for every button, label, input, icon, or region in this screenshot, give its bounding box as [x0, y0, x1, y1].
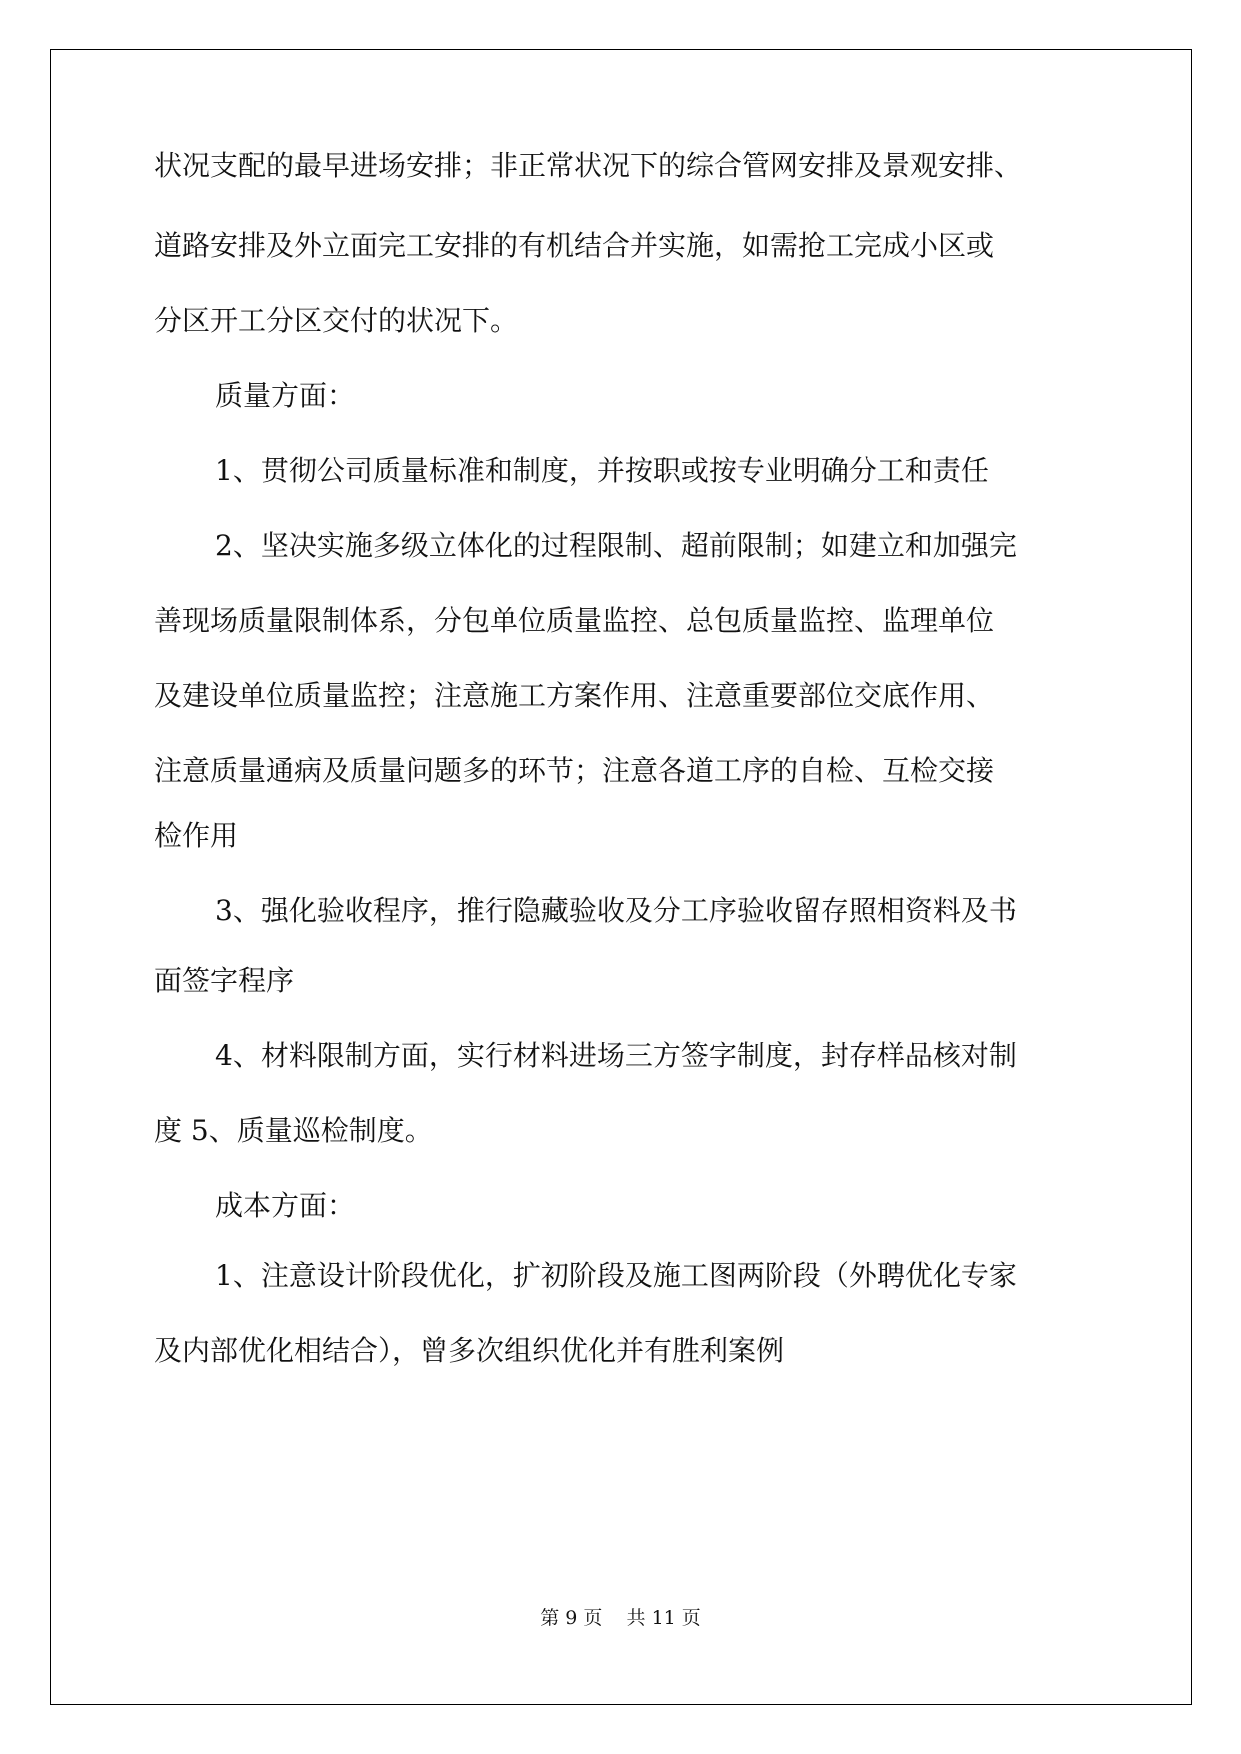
body-line-16: 1、注意设计阶段优化，扩初阶段及施工图两阶段（外聘优化专家: [215, 1259, 1017, 1292]
body-line-5: 1、贯彻公司质量标准和制度，并按职或按专业明确分工和责任: [215, 454, 989, 487]
body-line-10: 检作用: [154, 819, 239, 852]
body-line-13: 4、材料限制方面，实行材料进场三方签字制度，封存样品核对制: [215, 1039, 1017, 1072]
body-line-8: 及建设单位质量监控；注意施工方案作用、注意重要部位交底作用、: [154, 679, 995, 712]
body-line-14: 度 5、质量巡检制度。: [154, 1114, 433, 1147]
body-line-7: 善现场质量限制体系，分包单位质量监控、总包质量监控、监理单位: [154, 604, 995, 637]
body-line-11: 3、强化验收程序，推行隐藏验收及分工序验收留存照相资料及书: [215, 894, 1017, 927]
body-line-6: 2、坚决实施多级立体化的过程限制、超前限制；如建立和加强完: [215, 529, 1017, 562]
page-number-footer: 第 9 页 共 11 页: [540, 1607, 701, 1629]
section-heading-quality: 质量方面：: [215, 379, 356, 412]
body-line-17: 及内部优化相结合），曾多次组织优化并有胜利案例: [154, 1334, 785, 1367]
body-line-3: 分区开工分区交付的状况下。: [154, 304, 519, 337]
body-line-12: 面签字程序: [154, 964, 295, 997]
body-line-9: 注意质量通病及质量问题多的环节；注意各道工序的自检、互检交接: [154, 754, 995, 787]
page-border: [50, 49, 1192, 1705]
section-heading-cost: 成本方面：: [215, 1189, 356, 1222]
body-line-2: 道路安排及外立面完工安排的有机结合并实施，如需抢工完成小区或: [154, 229, 995, 262]
body-line-1: 状况支配的最早进场安排；非正常状况下的综合管网安排及景观安排、: [154, 149, 1023, 182]
